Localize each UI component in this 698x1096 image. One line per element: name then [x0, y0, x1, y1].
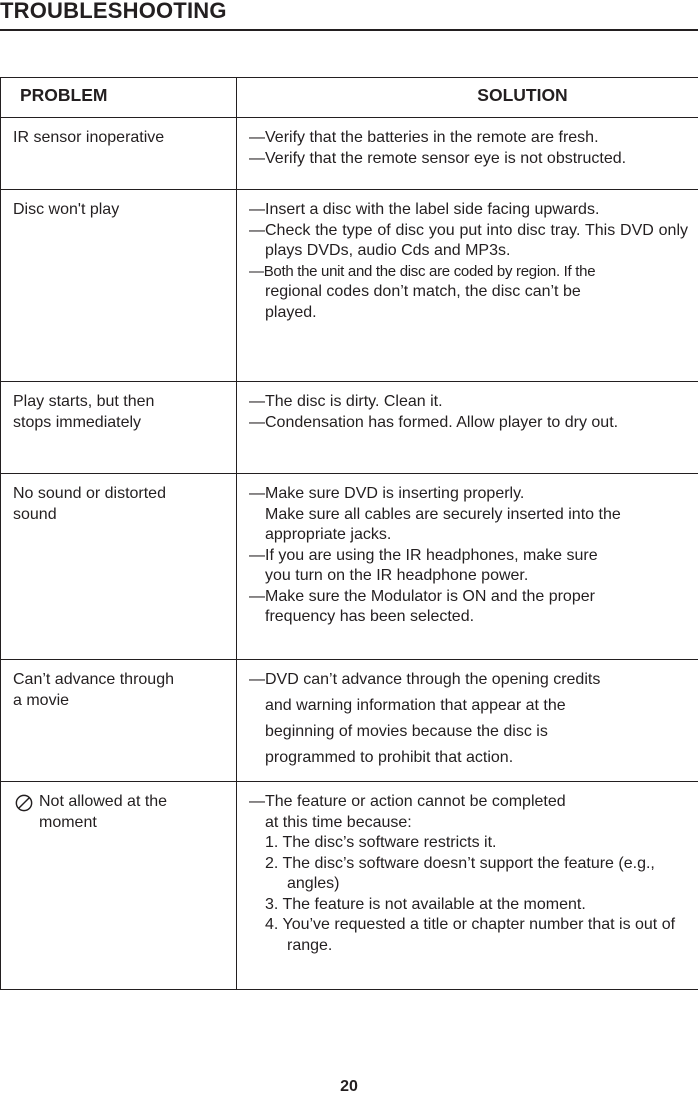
troubleshooting-table [0, 77, 698, 990]
solution-line: —Verify that the batteries in the remote are fresh. [249, 128, 688, 149]
solution-line: —The disc is dirty. Clean it. [249, 392, 688, 413]
solution-column-header: SOLUTION [237, 78, 698, 118]
table-header-row [1, 78, 698, 118]
solution-cell [237, 660, 698, 782]
solution-line: —Both the unit and the disc are coded by region. If the [249, 262, 688, 283]
table-row [1, 474, 698, 660]
solution-line: 3. The feature is not available at the moment. [249, 895, 688, 916]
solution-line: —The feature or action cannot be completed [249, 792, 688, 813]
solution-line: —Insert a disc with the label side facing upwards. [249, 200, 688, 221]
solution-line: —If you are using the IR headphones, make sure [249, 546, 688, 567]
solution-line: 1. The disc’s software restricts it. [249, 833, 688, 854]
solution-line: appropriate jacks. [249, 525, 688, 546]
solution-line: frequency has been selected. [249, 607, 688, 628]
solution-line: 4. You’ve requested a title or chapter number that is out of range. [249, 915, 688, 956]
solution-cell [237, 382, 698, 474]
solution-line: —Make sure DVD is inserting properly. [249, 484, 688, 505]
problem-cell [1, 660, 237, 782]
solution-line: at this time because: [249, 813, 688, 834]
solution-line: beginning of movies because the disc is [249, 719, 688, 745]
solution-cell [237, 190, 698, 382]
problem-text-line: Can’t advance through [13, 670, 230, 691]
table-row [1, 382, 698, 474]
solution-cell [237, 474, 698, 660]
solution-line: —Make sure the Modulator is ON and the proper [249, 587, 688, 608]
title-divider [0, 29, 698, 31]
solution-cell [237, 118, 698, 190]
problem-text: Disc won't play [13, 201, 119, 218]
table-row [1, 190, 698, 382]
solution-line: —DVD can’t advance through the opening credits [249, 667, 688, 693]
solution-line: —Check the type of disc you put into disc tray. This DVD only plays DVDs, audio Cds and MP3s. [249, 221, 688, 262]
problem-column-header: PROBLEM [1, 78, 237, 118]
solution-line: —Verify that the remote sensor eye is not obstructed. [249, 149, 688, 170]
table-row [1, 782, 698, 990]
problem-text-line: a movie [13, 691, 230, 712]
solution-line: played. [249, 303, 688, 324]
problem-text: Not allowed at the moment [39, 792, 199, 833]
problem-text: No sound or distorted sound [13, 484, 203, 525]
problem-text: Play starts, but then stops immediately [13, 392, 193, 433]
solution-line: —Condensation has formed. Allow player to dry out. [249, 413, 688, 434]
solution-line: Make sure all cables are securely inserted into the [249, 505, 688, 526]
problem-cell [1, 474, 237, 660]
solution-line: regional codes don’t match, the disc can’t be [249, 282, 688, 303]
problem-cell [1, 190, 237, 382]
table-row [1, 660, 698, 782]
solution-cell [237, 782, 698, 990]
page-number: 20 [0, 1078, 698, 1096]
solution-line: you turn on the IR headphone power. [249, 566, 688, 587]
problem-cell [1, 782, 237, 990]
problem-cell [1, 382, 237, 474]
solution-line: 2. The disc’s software doesn’t support the feature (e.g., angles) [249, 854, 688, 895]
page-title: TROUBLESHOOTING [0, 0, 227, 24]
problem-text: IR sensor inoperative [13, 129, 164, 146]
problem-cell [1, 118, 237, 190]
prohibited-icon [15, 794, 33, 812]
table-row [1, 118, 698, 190]
solution-line: programmed to prohibit that action. [249, 745, 688, 771]
solution-line: and warning information that appear at the [249, 693, 688, 719]
